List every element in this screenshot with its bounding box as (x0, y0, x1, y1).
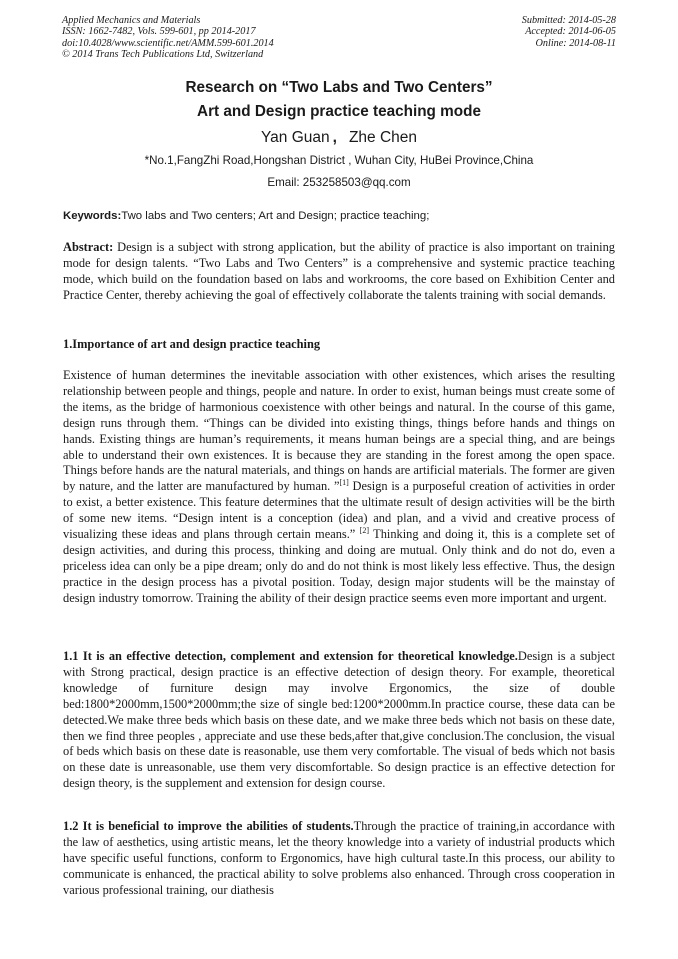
submitted-date: Submitted: 2014-05-28 (521, 15, 616, 26)
keywords-text: Two labs and Two centers; Art and Design; practice teaching; (121, 210, 430, 222)
journal-name: Applied Mechanics and Materials (62, 15, 201, 26)
abstract (63, 240, 615, 304)
affiliation: *No.1,FangZhi Road,Hongshan District , Wuhan City, HuBei Province,China (144, 154, 534, 167)
section-1-1-text: Design is a subject with Strong practical, design practice is an effective detection of design theory. For example, theoretical knowledge of furniture design may involve Ergonomics, the size of double bed:1800*2000mm,1500*2000mm;the size of single bed:1200*2000mm.In practice course, these data can be detected.We make three beds which basis on these date, and we make three beds which not basis on these date, then we find three peoples , appreciate and use these beds,after that,give conclusion.The conclusion, the visual of beds which basis on these date is reasonable, use them very comfortable. The visual of beds which not basis on these date is unreasonable, use them very discomfortable. So design practice is an effective detection for design theory, is the supplement and extension for design course. (63, 649, 615, 791)
author-1: Yan Guan (260, 129, 330, 146)
paper-title-line-1: Research on “Two Labs and Two Centers” (185, 79, 493, 96)
authors (0, 129, 678, 147)
online-date: Online: 2014-08-11 (535, 37, 616, 49)
doi-line: doi:10.4028/www.scientific.net/AMM.599-601.2014 (62, 37, 274, 49)
keywords-label: Keywords: (63, 210, 122, 222)
section-1-body (63, 368, 615, 607)
citation-1: [1] (339, 478, 349, 488)
section-1-text-b: Design is a purposeful creation of activities in order to exist, a better existence. This feature determines that the ultimate result of design activities will be the birth of some new items. “Design intent is a conception (idea) and plan, and a vivid and creative process of visualizing these ideas and plans through certain means.” (63, 479, 615, 542)
section-1-heading (63, 337, 615, 353)
abstract-label: Abstract: (63, 240, 114, 254)
keywords (63, 210, 615, 222)
citation-2: [2] (359, 526, 369, 536)
author-email: Email: 253258503@qq.com (267, 176, 411, 189)
section-1-2 (63, 819, 615, 899)
accepted-date: Accepted: 2014-06-05 (525, 26, 616, 38)
section-1-text-c: Thinking and doing it, this is a complete set of design activities, and during this process, thinking and doing are mutual. Only think and do not do, even a priceless idea can only be a pipe dream; only do and do not think is most likely less effective. Thus, the design practice in the design process has a pivotal position. Today, design major students will be the mainstay of design industry tomorrow. Training the ability of their design practice seems even more important and urgent. (63, 527, 615, 605)
section-1-2-heading: 1.2 It is beneficial to improve the abilities of students. (63, 819, 354, 833)
dates-header (522, 15, 616, 49)
section-1-1-heading: 1.1 It is an effective detection, complement and extension for theoretical knowledge. (63, 649, 518, 663)
section-1-1 (63, 649, 615, 792)
issn-line: ISSN: 1662-7482, Vols. 599-601, pp 2014-2017 (62, 26, 256, 38)
paper-title-line-2: Art and Design practice teaching mode (197, 103, 481, 120)
author-2: Zhe Chen (348, 129, 418, 146)
copyright-line: © 2014 Trans Tech Publications Ltd, Switzerland (62, 49, 264, 61)
abstract-text: Design is a subject with strong application, but the ability of practice is also important on training mode for design talents. “Two Labs and Two Centers” is a comprehensive and systemic practice teaching mode, which build on the foundation based on labs and workrooms, the core based on Exhibition Center and Practice Center, thereby achieving the goal of effectively collaborate the talents training with social demands. (63, 240, 615, 302)
journal-header (62, 15, 274, 61)
section-1-heading-text: 1.Importance of art and design practice teaching (63, 337, 321, 351)
author-separator: , (332, 129, 337, 146)
section-1-text-a: Existence of human determines the inevitable association with other existences, which arises the resulting relationship between people and things, people and nature. In order to exist, human beings must create some of the items, as the bridge of harmonious coexistence with other beings and natural. In the course of this game, design runs through them. “Things can be divided into existing things, things before hands and things on hands. Existing things are human’s requirements, it means human beings are a special thing, and are beings able to understand their own existences. It is because they are standing in the forest among the open space. Things before hands are the natural materials, and things on hands are artificial materials. The former are given by nature, and the latter are manufactured by human. ” (63, 368, 615, 494)
section-1-2-text: Through the practice of training,in accordance with the law of aesthetics, using artistic means, let the theory knowledge into a variety of industrial products which have specific useful functions, conform to Ergonomics, have high cultural taste.In this process, our ability to communicate is enhanced, the practical ability to solve problems also enhanced. Through cross cooperation in various professional training, our diathesis (63, 819, 615, 897)
